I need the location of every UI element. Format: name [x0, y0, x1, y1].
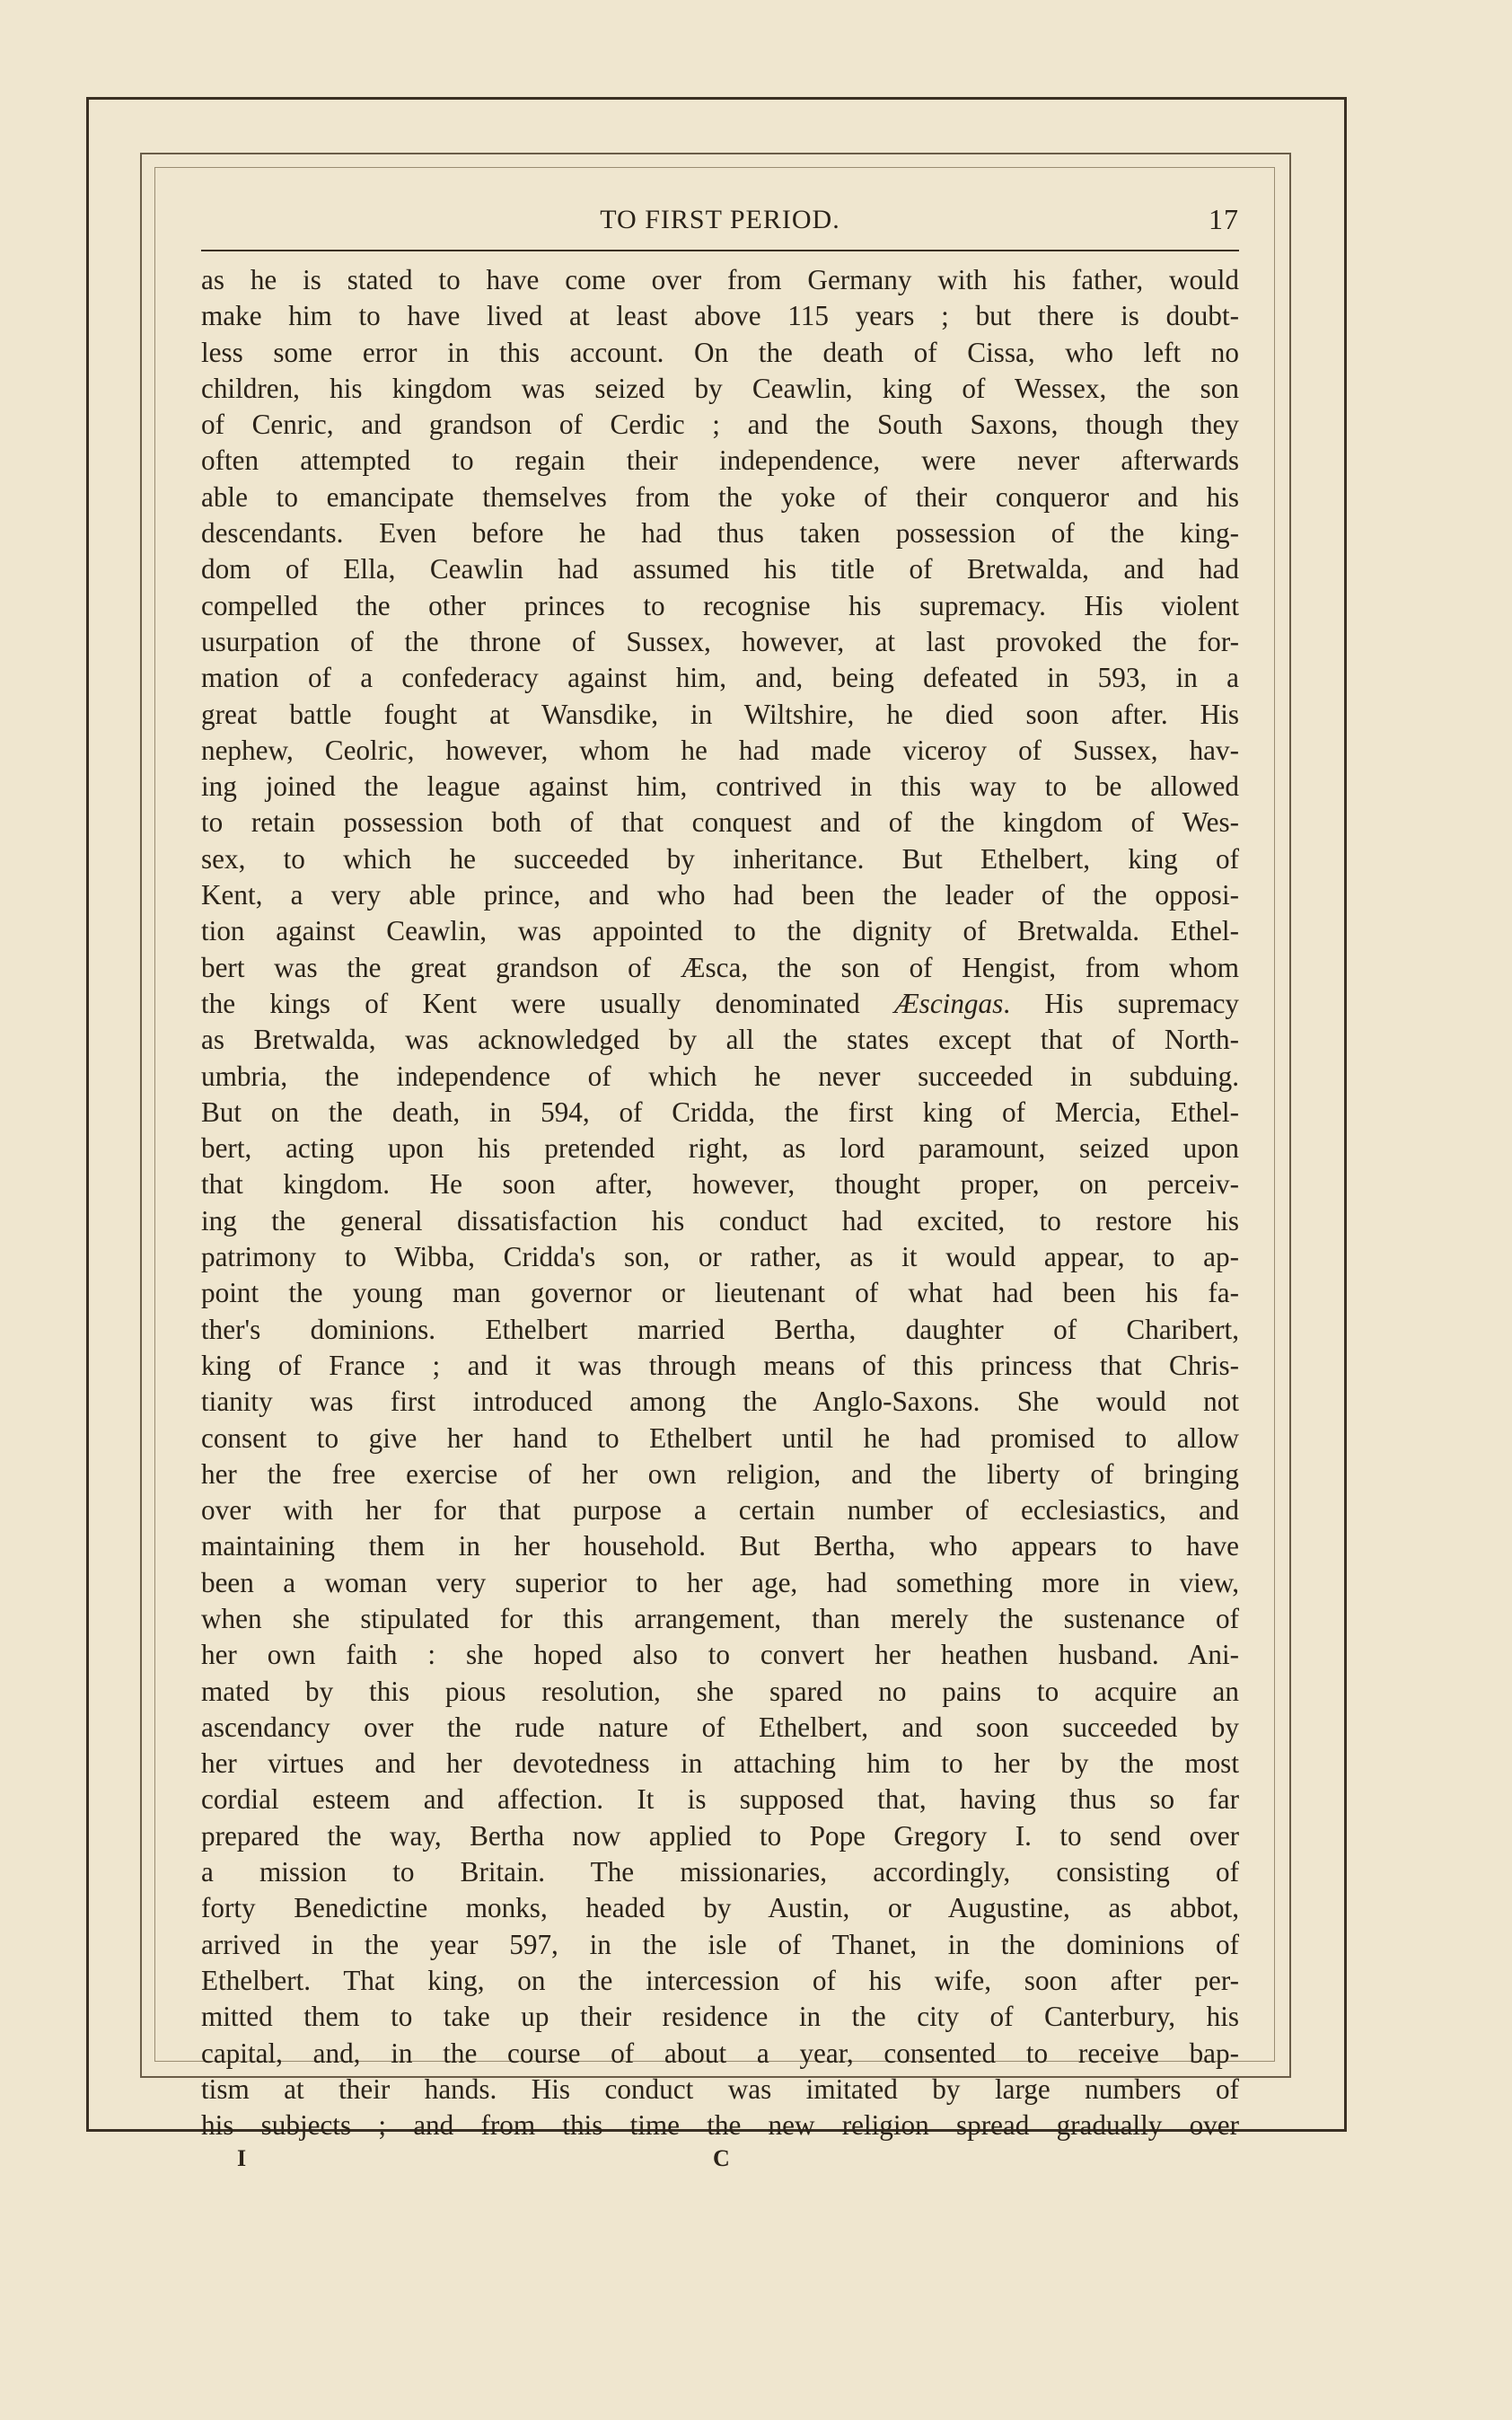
page-number: 17: [1209, 203, 1239, 235]
text-line: point the young man governor or lieutenant of what had been his fa-: [201, 1277, 1239, 1309]
text-line: Ethelbert. That king, on the intercession of his wife, soon after per-: [201, 1964, 1239, 1996]
text-line: ther's dominions. Ethelbert married Bertha, daughter of Charibert,: [201, 1313, 1239, 1345]
text-line: prepared the way, Bertha now applied to Pope Gregory I. to send over: [201, 1819, 1239, 1852]
text-line: dom of Ella, Ceawlin had assumed his title of Bretwalda, and had: [201, 553, 1239, 585]
header-rule: [201, 250, 1239, 251]
text-line: often attempted to regain their independence, were never afterwards: [201, 444, 1239, 477]
running-title: TO FIRST PERIOD.: [600, 205, 840, 234]
text-line: maintaining them in her household. But Bertha, who appears to have: [201, 1530, 1239, 1562]
text-line: sex, to which he succeeded by inheritance. But Ethelbert, king of: [201, 842, 1239, 875]
text-line: children, his kingdom was seized by Ceawlin, king of Wessex, the son: [201, 372, 1239, 404]
text-line: forty Benedictine monks, headed by Austin, or Augustine, as abbot,: [201, 1892, 1239, 1924]
text-line: capital, and, in the course of about a year, consented to receive bap-: [201, 2037, 1239, 2069]
text-line: the kings of Kent were usually denominated Æscingas. His supremacy: [201, 987, 1239, 1019]
text-line: umbria, the independence of which he never succeeded in subduing.: [201, 1060, 1239, 1092]
text-line: ing joined the league against him, contrived in this way to be allowed: [201, 770, 1239, 803]
text-line: compelled the other princes to recognise his supremacy. His violent: [201, 589, 1239, 621]
text-line: her virtues and her devotedness in attaching him to her by the most: [201, 1747, 1239, 1780]
text-line: mated by this pious resolution, she spared no pains to acquire an: [201, 1675, 1239, 1707]
text-line: great battle fought at Wansdike, in Wiltshire, he died soon after. His: [201, 698, 1239, 730]
text-line: his subjects ; and from this time the new religion spread gradually over: [201, 2109, 1239, 2142]
text-line: tion against Ceawlin, was appointed to the dignity of Bretwalda. Ethel-: [201, 915, 1239, 947]
signature-mark-left: I: [237, 2145, 247, 2172]
text-line: ascendancy over the rude nature of Ethelbert, and soon succeeded by: [201, 1711, 1239, 1743]
body-text: [201, 262, 1239, 2143]
text-line: mation of a confederacy against him, and, being defeated in 593, in a: [201, 662, 1239, 694]
text-line: a mission to Britain. The missionaries, accordingly, consisting of: [201, 1856, 1239, 1888]
text-line: bert, acting upon his pretended right, as lord paramount, seized upon: [201, 1132, 1239, 1165]
running-header: [201, 199, 1239, 241]
text-line: that kingdom. He soon after, however, thought proper, on perceiv-: [201, 1168, 1239, 1201]
text-line: bert was the great grandson of Æsca, the son of Hengist, from whom: [201, 951, 1239, 983]
text-line: But on the death, in 594, of Cridda, the first king of Mercia, Ethel-: [201, 1096, 1239, 1128]
text-line: tism at their hands. His conduct was imitated by large numbers of: [201, 2072, 1239, 2105]
text-line: usurpation of the throne of Sussex, however, at last provoked the for-: [201, 625, 1239, 657]
text-line: Kent, a very able prince, and who had been the leader of the opposi-: [201, 879, 1239, 911]
text-line: as he is stated to have come over from Germany with his father, would: [201, 264, 1239, 295]
text-line: ing the general dissatisfaction his conduct had excited, to restore his: [201, 1204, 1239, 1236]
text-line: of Cenric, and grandson of Cerdic ; and the South Saxons, though they: [201, 409, 1239, 441]
text-line: to retain possession both of that conquest and of the kingdom of Wes-: [201, 806, 1239, 839]
text-line: make him to have lived at least above 115 years ; but there is doubt-: [201, 300, 1239, 332]
text-line: been a woman very superior to her age, had something more in view,: [201, 1566, 1239, 1598]
text-line: as Bretwalda, was acknowledged by all the states except that of North-: [201, 1024, 1239, 1056]
text-line: her the free exercise of her own religion, and the liberty of bringing: [201, 1457, 1239, 1490]
text-line: nephew, Ceolric, however, whom he had made viceroy of Sussex, hav-: [201, 734, 1239, 766]
page-footer: [201, 2145, 1239, 2181]
text-line: tianity was first introduced among the Anglo-Saxons. She would not: [201, 1386, 1239, 1418]
text-line: arrived in the year 597, in the isle of Thanet, in the dominions of: [201, 1928, 1239, 1960]
text-line: descendants. Even before he had thus taken possession of the king-: [201, 517, 1239, 550]
text-line: consent to give her hand to Ethelbert until he had promised to allow: [201, 1421, 1239, 1454]
book-page: [201, 199, 1239, 2172]
text-line: patrimony to Wibba, Cridda's son, or rather, as it would appear, to ap-: [201, 1241, 1239, 1273]
text-line: less some error in this account. On the death of Cissa, who left no: [201, 336, 1239, 368]
text-line: cordial esteem and affection. It is supposed that, having thus so far: [201, 1783, 1239, 1816]
text-line: mitted them to take up their residence in the city of Canterbury, his: [201, 2001, 1239, 2033]
text-line: when she stipulated for this arrangement, than merely the sustenance of: [201, 1602, 1239, 1634]
text-line: king of France ; and it was through means of this princess that Chris-: [201, 1349, 1239, 1381]
text-line: over with her for that purpose a certain number of ecclesiastics, and: [201, 1494, 1239, 1527]
text-line: able to emancipate themselves from the yoke of their conqueror and his: [201, 480, 1239, 513]
signature-mark-right: C: [713, 2145, 730, 2172]
text-line: her own faith : she hoped also to convert her heathen husband. Ani-: [201, 1639, 1239, 1671]
